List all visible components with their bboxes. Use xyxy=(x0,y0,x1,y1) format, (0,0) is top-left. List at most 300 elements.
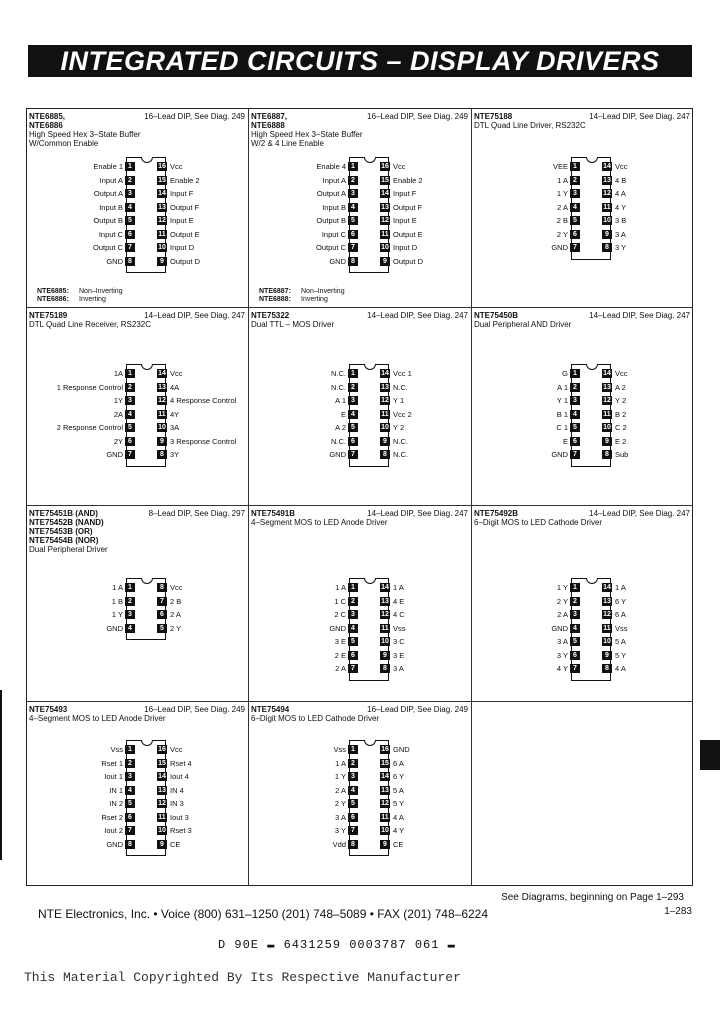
pin-number: 7 xyxy=(125,243,135,252)
pin-label-right: Vcc xyxy=(170,745,183,754)
pin-label-left: 2 A xyxy=(557,202,568,212)
pin-number: 4 xyxy=(348,786,358,795)
pin-number: 8 xyxy=(348,840,358,849)
pin-number: 5 xyxy=(570,423,580,432)
part-number: NTE75491B xyxy=(251,509,296,518)
pin-label-left: Rset 1 xyxy=(101,758,123,768)
pin-number: 14 xyxy=(381,370,389,377)
pin-number: 12 xyxy=(381,800,389,807)
pin-number: 16 xyxy=(158,163,166,170)
pin-label-left: 1 Y xyxy=(556,189,568,198)
pin-number: 1 xyxy=(348,162,358,171)
pin-label-right: Input F xyxy=(170,189,194,198)
pin-label-left: G xyxy=(562,369,568,378)
device-description: High Speed Hex 3–State Buffer xyxy=(29,130,141,139)
pin-number: 9 xyxy=(380,437,390,446)
pin-label-left: 3 Y xyxy=(334,826,346,835)
pin-label-right: 4 Y xyxy=(393,826,405,835)
pin-label-right: 6 Y xyxy=(393,772,405,781)
pin-label-left: A 2 xyxy=(335,423,346,432)
pin-number: 13 xyxy=(158,203,166,211)
pin-number: 10 xyxy=(603,424,611,431)
part-number: NTE75189 xyxy=(29,311,68,320)
pin-number: 1 xyxy=(348,369,358,378)
note-text: Inverting xyxy=(79,296,106,303)
pin-number: 7 xyxy=(348,450,358,459)
pin-label-left: 2 A xyxy=(335,664,346,673)
device-description: 6–Digit MOS to LED Cathode Driver xyxy=(251,714,380,723)
pin-number: 6 xyxy=(348,230,358,239)
pin-number: 4 xyxy=(348,203,358,212)
pin-number: 6 xyxy=(570,651,580,660)
pin-label-right: 2 A xyxy=(170,610,181,619)
pin-label-right: 3 B xyxy=(615,216,627,225)
pin-label-right: Input F xyxy=(393,189,417,198)
pin-label-right: 4 Response Control xyxy=(170,396,237,405)
pin-label-right: CE xyxy=(170,839,181,849)
pin-label-right: Input D xyxy=(170,243,195,252)
pin-number: 14 xyxy=(158,370,166,377)
pin-number: 1 xyxy=(125,745,135,754)
pin-number: 12 xyxy=(603,611,611,618)
pin-number: 8 xyxy=(348,257,358,266)
pin-label-right: 5 Y xyxy=(393,799,405,808)
pin-label-left: 2 C xyxy=(334,610,346,619)
pin-number: 7 xyxy=(348,243,358,252)
pin-number: 10 xyxy=(381,424,389,431)
pinout-cell xyxy=(249,109,472,308)
pin-number: 2 xyxy=(125,759,135,768)
pin-label-right: 1 A xyxy=(615,583,626,592)
pin-label-left: 1A xyxy=(113,369,123,378)
pinout-cell xyxy=(27,506,249,702)
pin-label-left: 2 E xyxy=(334,650,346,660)
pin-number: 2 xyxy=(125,176,135,185)
pinout-cell xyxy=(249,308,472,506)
pin-number: 1 xyxy=(125,369,135,378)
pin-number: 8 xyxy=(380,450,390,459)
pin-number: 10 xyxy=(381,638,389,645)
pin-number: 14 xyxy=(381,773,389,780)
pin-label-right: 3 A xyxy=(393,664,404,673)
note-line xyxy=(259,288,345,296)
pin-number: 2 xyxy=(125,383,135,392)
device-description: Dual TTL – MOS Driver xyxy=(251,320,335,329)
pin-label-left: 2 A xyxy=(335,785,346,795)
pin-label-left: GND xyxy=(329,256,346,266)
pin-label-right: 4 A xyxy=(615,189,626,198)
part-number: NTE75494 xyxy=(251,705,290,714)
pin-number: 3 xyxy=(125,610,135,619)
pin-number: 16 xyxy=(381,163,389,170)
pin-number: 8 xyxy=(125,257,135,266)
pin-label-left: 2 Y xyxy=(334,799,346,808)
cell-header xyxy=(29,509,245,554)
pin-label-left: IN 2 xyxy=(109,799,123,808)
pinout-cell xyxy=(249,702,472,886)
pin-number: 6 xyxy=(570,437,580,446)
note-line xyxy=(37,288,123,296)
pin-number: 9 xyxy=(157,840,167,849)
part-number: NTE75322 xyxy=(251,311,290,320)
pin-number: 6 xyxy=(125,437,135,446)
pin-number: 11 xyxy=(381,624,389,632)
pin-number: 4 xyxy=(348,410,358,419)
part-number: NTE6885, xyxy=(29,112,66,121)
pin-label-left: E xyxy=(340,409,346,419)
pin-number: 2 xyxy=(348,759,358,768)
pin-number: 4 xyxy=(348,624,358,633)
pin-label-left: 1 Y xyxy=(556,583,568,592)
pin-number: 3 xyxy=(348,189,358,198)
device-description: Dual Peripheral Driver xyxy=(29,545,108,554)
pin-label-left: Vdd xyxy=(332,839,346,849)
pin-label-right: Vcc 2 xyxy=(393,409,412,419)
pinout-cell xyxy=(27,109,249,308)
cell-header xyxy=(251,509,468,527)
catalog-code-line: D 90E ▬ 6431259 0003787 061 ▬ xyxy=(218,938,456,952)
pin-label-left: GND xyxy=(329,450,346,459)
ic-notch xyxy=(141,740,153,746)
pin-number: 10 xyxy=(158,424,166,431)
pin-label-left: 4 Y xyxy=(556,664,568,673)
part-number: NTE75451B (AND) xyxy=(29,509,98,518)
pin-label-right: 1 A xyxy=(393,583,404,592)
device-description: DTL Quad Line Driver, RS232C xyxy=(474,121,586,130)
pin-number: 10 xyxy=(158,827,166,834)
pin-label-right: B 2 xyxy=(615,409,627,419)
pin-label-left: Output B xyxy=(316,216,346,225)
pin-number: 11 xyxy=(158,813,166,821)
part-number: NTE75450B xyxy=(474,311,519,320)
pinout-cell xyxy=(472,109,693,308)
pin-number: 9 xyxy=(380,651,390,660)
pin-label-left: Output A xyxy=(316,189,346,198)
part-number: NTE75453B (OR) xyxy=(29,527,93,536)
pin-label-left: Output C xyxy=(315,243,346,252)
pin-number: 7 xyxy=(125,826,135,835)
pin-number: 2 xyxy=(570,176,580,185)
pin-label-left: 1 A xyxy=(335,758,346,768)
pin-number: 16 xyxy=(158,746,166,753)
pin-label-right: 4 E xyxy=(393,596,405,606)
pin-number: 9 xyxy=(380,840,390,849)
pin-label-right: 6 A xyxy=(615,610,626,619)
pin-label-left: GND xyxy=(106,256,123,266)
device-description: DTL Quad Line Receiver, RS232C xyxy=(29,320,151,329)
pin-label-left: GND xyxy=(551,623,568,633)
scan-edge-mark xyxy=(700,740,720,770)
package-info: 16–Lead DIP, See Diag. 249 xyxy=(144,112,245,121)
pin-number: 12 xyxy=(158,397,166,404)
pin-number: 8 xyxy=(602,450,612,459)
page-title-banner: INTEGRATED CIRCUITS – DISPLAY DRIVERS xyxy=(28,45,692,77)
pin-label-left: 2 B xyxy=(556,216,568,225)
pin-number: 13 xyxy=(603,383,611,391)
pin-label-left: N.C. xyxy=(331,382,346,392)
package-info: 14–Lead DIP, See Diag. 247 xyxy=(144,311,245,320)
pin-number: 1 xyxy=(570,583,580,592)
ic-notch xyxy=(364,364,376,370)
pin-number: 7 xyxy=(570,450,580,459)
pin-label-right: Sub xyxy=(615,450,629,459)
note-line xyxy=(37,296,123,304)
cell-header xyxy=(251,705,468,723)
package-info: 16–Lead DIP, See Diag. 249 xyxy=(367,112,468,121)
cell-notes xyxy=(37,288,123,304)
pin-label-right: CE xyxy=(393,839,404,849)
pin-number: 9 xyxy=(157,257,167,266)
pin-label-right: Vcc 1 xyxy=(393,369,412,378)
pin-label-right: Input E xyxy=(393,216,417,225)
part-number: NTE6887, xyxy=(251,112,288,121)
pin-label-right: Y 2 xyxy=(615,396,627,405)
pin-number: 6 xyxy=(125,230,135,239)
pin-label-left: 1 Response Control xyxy=(56,382,123,392)
pin-label-left: Vss xyxy=(110,745,123,754)
pin-number: 8 xyxy=(380,664,390,673)
pin-label-right: Vcc xyxy=(615,162,628,171)
pin-number: 3 xyxy=(348,772,358,781)
pin-label-right: Output D xyxy=(393,256,424,266)
pin-label-right: Vss xyxy=(615,623,628,633)
pin-number: 2 xyxy=(570,597,580,606)
pin-label-left: GND xyxy=(551,243,568,252)
pin-label-left: E xyxy=(562,436,568,446)
pin-label-left: 2Y xyxy=(113,436,123,446)
device-description: W/2 & 4 Line Enable xyxy=(251,139,324,148)
pin-label-right: Iout 4 xyxy=(170,772,189,781)
pin-number: 3 xyxy=(125,772,135,781)
pin-label-left: 1 A xyxy=(335,583,346,592)
pin-number: 11 xyxy=(158,410,166,418)
pin-number: 8 xyxy=(125,840,135,849)
pin-number: 5 xyxy=(348,423,358,432)
pin-number: 13 xyxy=(603,176,611,184)
cell-header xyxy=(29,705,245,723)
pin-label-left: GND xyxy=(106,839,123,849)
cell-header xyxy=(474,112,690,130)
pin-number: 2 xyxy=(348,176,358,185)
pin-number: 9 xyxy=(602,651,612,660)
note-part: NTE6886: xyxy=(37,296,69,303)
pin-label-left: Y 1 xyxy=(556,396,568,405)
pin-label-left: VEE xyxy=(552,162,568,171)
pin-number: 9 xyxy=(157,437,167,446)
ic-pinout-diagram xyxy=(329,364,412,467)
pin-number: 12 xyxy=(158,217,166,224)
ic-notch xyxy=(586,157,598,163)
package-info: 16–Lead DIP, See Diag. 249 xyxy=(367,705,468,714)
pin-label-right: Vcc xyxy=(615,369,628,378)
empty-cell xyxy=(472,702,693,886)
pin-number: 12 xyxy=(381,217,389,224)
pin-label-left: Input B xyxy=(99,202,123,212)
pin-number: 6 xyxy=(570,230,580,239)
pin-number: 12 xyxy=(603,397,611,404)
pin-number: 4 xyxy=(125,624,135,633)
note-part: NTE6885: xyxy=(37,288,69,295)
part-number: NTE75188 xyxy=(474,112,513,121)
pin-label-left: IN 1 xyxy=(109,785,123,795)
pin-number: 10 xyxy=(603,217,611,224)
cell-header xyxy=(474,509,690,527)
pin-label-left: 2A xyxy=(113,409,123,419)
pin-number: 6 xyxy=(348,651,358,660)
pin-label-right: N.C. xyxy=(393,382,408,392)
pin-number: 11 xyxy=(381,410,389,418)
pin-label-left: N.C. xyxy=(331,369,346,378)
display-driver-grid xyxy=(26,108,693,886)
pin-label-right: 4 B xyxy=(615,175,627,185)
pin-label-right: Input E xyxy=(170,216,194,225)
package-info: 16–Lead DIP, See Diag. 249 xyxy=(144,705,245,714)
pin-number: 14 xyxy=(603,584,611,591)
pin-label-left: C 1 xyxy=(556,423,568,432)
pin-label-right: Enable 2 xyxy=(393,175,423,185)
pin-label-left: Output C xyxy=(92,243,123,252)
pin-label-right: E 2 xyxy=(615,436,627,446)
pin-number: 3 xyxy=(570,396,580,405)
note-text: Inverting xyxy=(301,296,328,303)
part-number: NTE75454B (NOR) xyxy=(29,536,99,545)
ic-pinout-diagram xyxy=(551,364,629,467)
pin-number: 14 xyxy=(603,163,611,170)
ic-notch xyxy=(141,578,153,584)
pinout-cell xyxy=(249,506,472,702)
pin-number: 9 xyxy=(602,437,612,446)
pin-label-right: N.C. xyxy=(393,450,408,459)
ic-pinout-diagram xyxy=(92,157,201,273)
pin-label-right: Rset 4 xyxy=(170,758,192,768)
pin-number: 1 xyxy=(348,745,358,754)
ic-notch xyxy=(141,364,153,370)
pin-label-right: 4 Y xyxy=(615,202,627,212)
pin-number: 14 xyxy=(381,584,389,591)
cell-notes xyxy=(259,288,345,304)
pin-label-right: 3 Y xyxy=(615,243,627,252)
pin-number: 1 xyxy=(125,162,135,171)
pin-number: 5 xyxy=(570,216,580,225)
ic-pinout-diagram xyxy=(106,578,183,640)
pin-label-left: 1 Y xyxy=(111,610,123,619)
pin-number: 16 xyxy=(381,746,389,753)
ic-notch xyxy=(586,578,598,584)
pin-number: 12 xyxy=(381,397,389,404)
ic-notch xyxy=(586,364,598,370)
pin-label-left: Input B xyxy=(322,202,346,212)
pin-label-left: GND xyxy=(106,450,123,459)
pin-label-left: 3 A xyxy=(335,812,346,822)
pin-label-left: GND xyxy=(329,623,346,633)
pin-label-right: 4A xyxy=(170,382,180,392)
pin-label-right: 3 E xyxy=(393,650,405,660)
pin-label-right: Vcc xyxy=(170,162,183,171)
pin-label-right: Vcc xyxy=(170,583,183,592)
pin-number: 5 xyxy=(157,624,167,633)
pin-number: 6 xyxy=(348,813,358,822)
pin-number: 7 xyxy=(348,664,358,673)
pin-number: 11 xyxy=(603,203,611,211)
pin-label-right: 4 A xyxy=(393,812,404,822)
pin-number: 1 xyxy=(570,162,580,171)
pin-number: 13 xyxy=(381,597,389,605)
pin-number: 3 xyxy=(348,610,358,619)
pin-number: 11 xyxy=(158,230,166,238)
pin-number: 4 xyxy=(125,786,135,795)
scan-edge-mark xyxy=(0,690,2,860)
pin-number: 6 xyxy=(157,610,167,619)
cell-header xyxy=(29,112,245,148)
pin-label-left: 1 A xyxy=(557,175,568,185)
pin-label-left: 3 Y xyxy=(556,650,568,660)
pin-label-right: 6 Y xyxy=(615,596,627,606)
pin-label-right: Vss xyxy=(393,623,406,633)
pin-label-right: 5 A xyxy=(615,637,626,646)
part-number: NTE75452B (NAND) xyxy=(29,518,104,527)
pin-label-right: Vcc xyxy=(393,162,406,171)
pin-number: 5 xyxy=(348,799,358,808)
package-info: 14–Lead DIP, See Diag. 247 xyxy=(589,112,690,121)
cell-header xyxy=(474,311,690,329)
part-number: NTE6888 xyxy=(251,121,285,130)
pin-number: 1 xyxy=(348,583,358,592)
pin-label-left: 2 Y xyxy=(556,596,568,606)
company-contact-line: NTE Electronics, Inc. • Voice (800) 631–1250 (201) 748–5089 • FAX (201) 748–6224 xyxy=(38,907,489,921)
part-number: NTE75492B xyxy=(474,509,519,518)
pin-number: 8 xyxy=(602,664,612,673)
pin-label-left: 3 A xyxy=(557,637,568,646)
device-description: 4–Segment MOS to LED Anode Driver xyxy=(29,714,166,723)
pin-label-right: N.C. xyxy=(393,436,408,446)
pin-number: 1 xyxy=(570,369,580,378)
ic-pinout-diagram xyxy=(101,740,192,856)
ic-pinout-diagram xyxy=(551,578,628,681)
pin-number: 2 xyxy=(348,597,358,606)
ic-notch xyxy=(364,157,376,163)
pin-number: 7 xyxy=(570,243,580,252)
pin-label-left: 3 E xyxy=(334,637,346,646)
pin-label-right: 2 B xyxy=(170,596,182,606)
cell-header xyxy=(29,311,245,329)
pin-label-left: Vss xyxy=(333,745,346,754)
pin-number: 13 xyxy=(158,786,166,794)
package-info: 14–Lead DIP, See Diag. 247 xyxy=(367,509,468,518)
pin-label-right: Output D xyxy=(170,256,201,266)
pin-label-left: Iout 1 xyxy=(104,772,123,781)
pin-number: 10 xyxy=(603,638,611,645)
pin-label-right: 4 C xyxy=(393,610,405,619)
pinout-cell xyxy=(27,308,249,506)
pin-number: 8 xyxy=(602,243,612,252)
pin-label-right: Y 1 xyxy=(393,396,405,405)
ic-pinout-diagram xyxy=(551,157,628,260)
pin-number: 11 xyxy=(603,624,611,632)
pin-number: 13 xyxy=(381,786,389,794)
pin-label-right: 3A xyxy=(170,423,180,432)
pin-label-left: 2 Response Control xyxy=(56,423,123,432)
pin-label-left: N.C. xyxy=(331,436,346,446)
pin-number: 3 xyxy=(348,396,358,405)
pin-label-left: A 1 xyxy=(557,382,568,392)
pin-number: 9 xyxy=(380,257,390,266)
pin-label-right: Y 2 xyxy=(393,423,405,432)
pin-label-right: 3 C xyxy=(393,637,405,646)
pin-label-right: Iout 3 xyxy=(170,812,189,822)
copyright-notice: This Material Copyrighted By Its Respective Manufacturer xyxy=(24,970,461,985)
pin-number: 3 xyxy=(570,610,580,619)
pin-number: 4 xyxy=(570,410,580,419)
